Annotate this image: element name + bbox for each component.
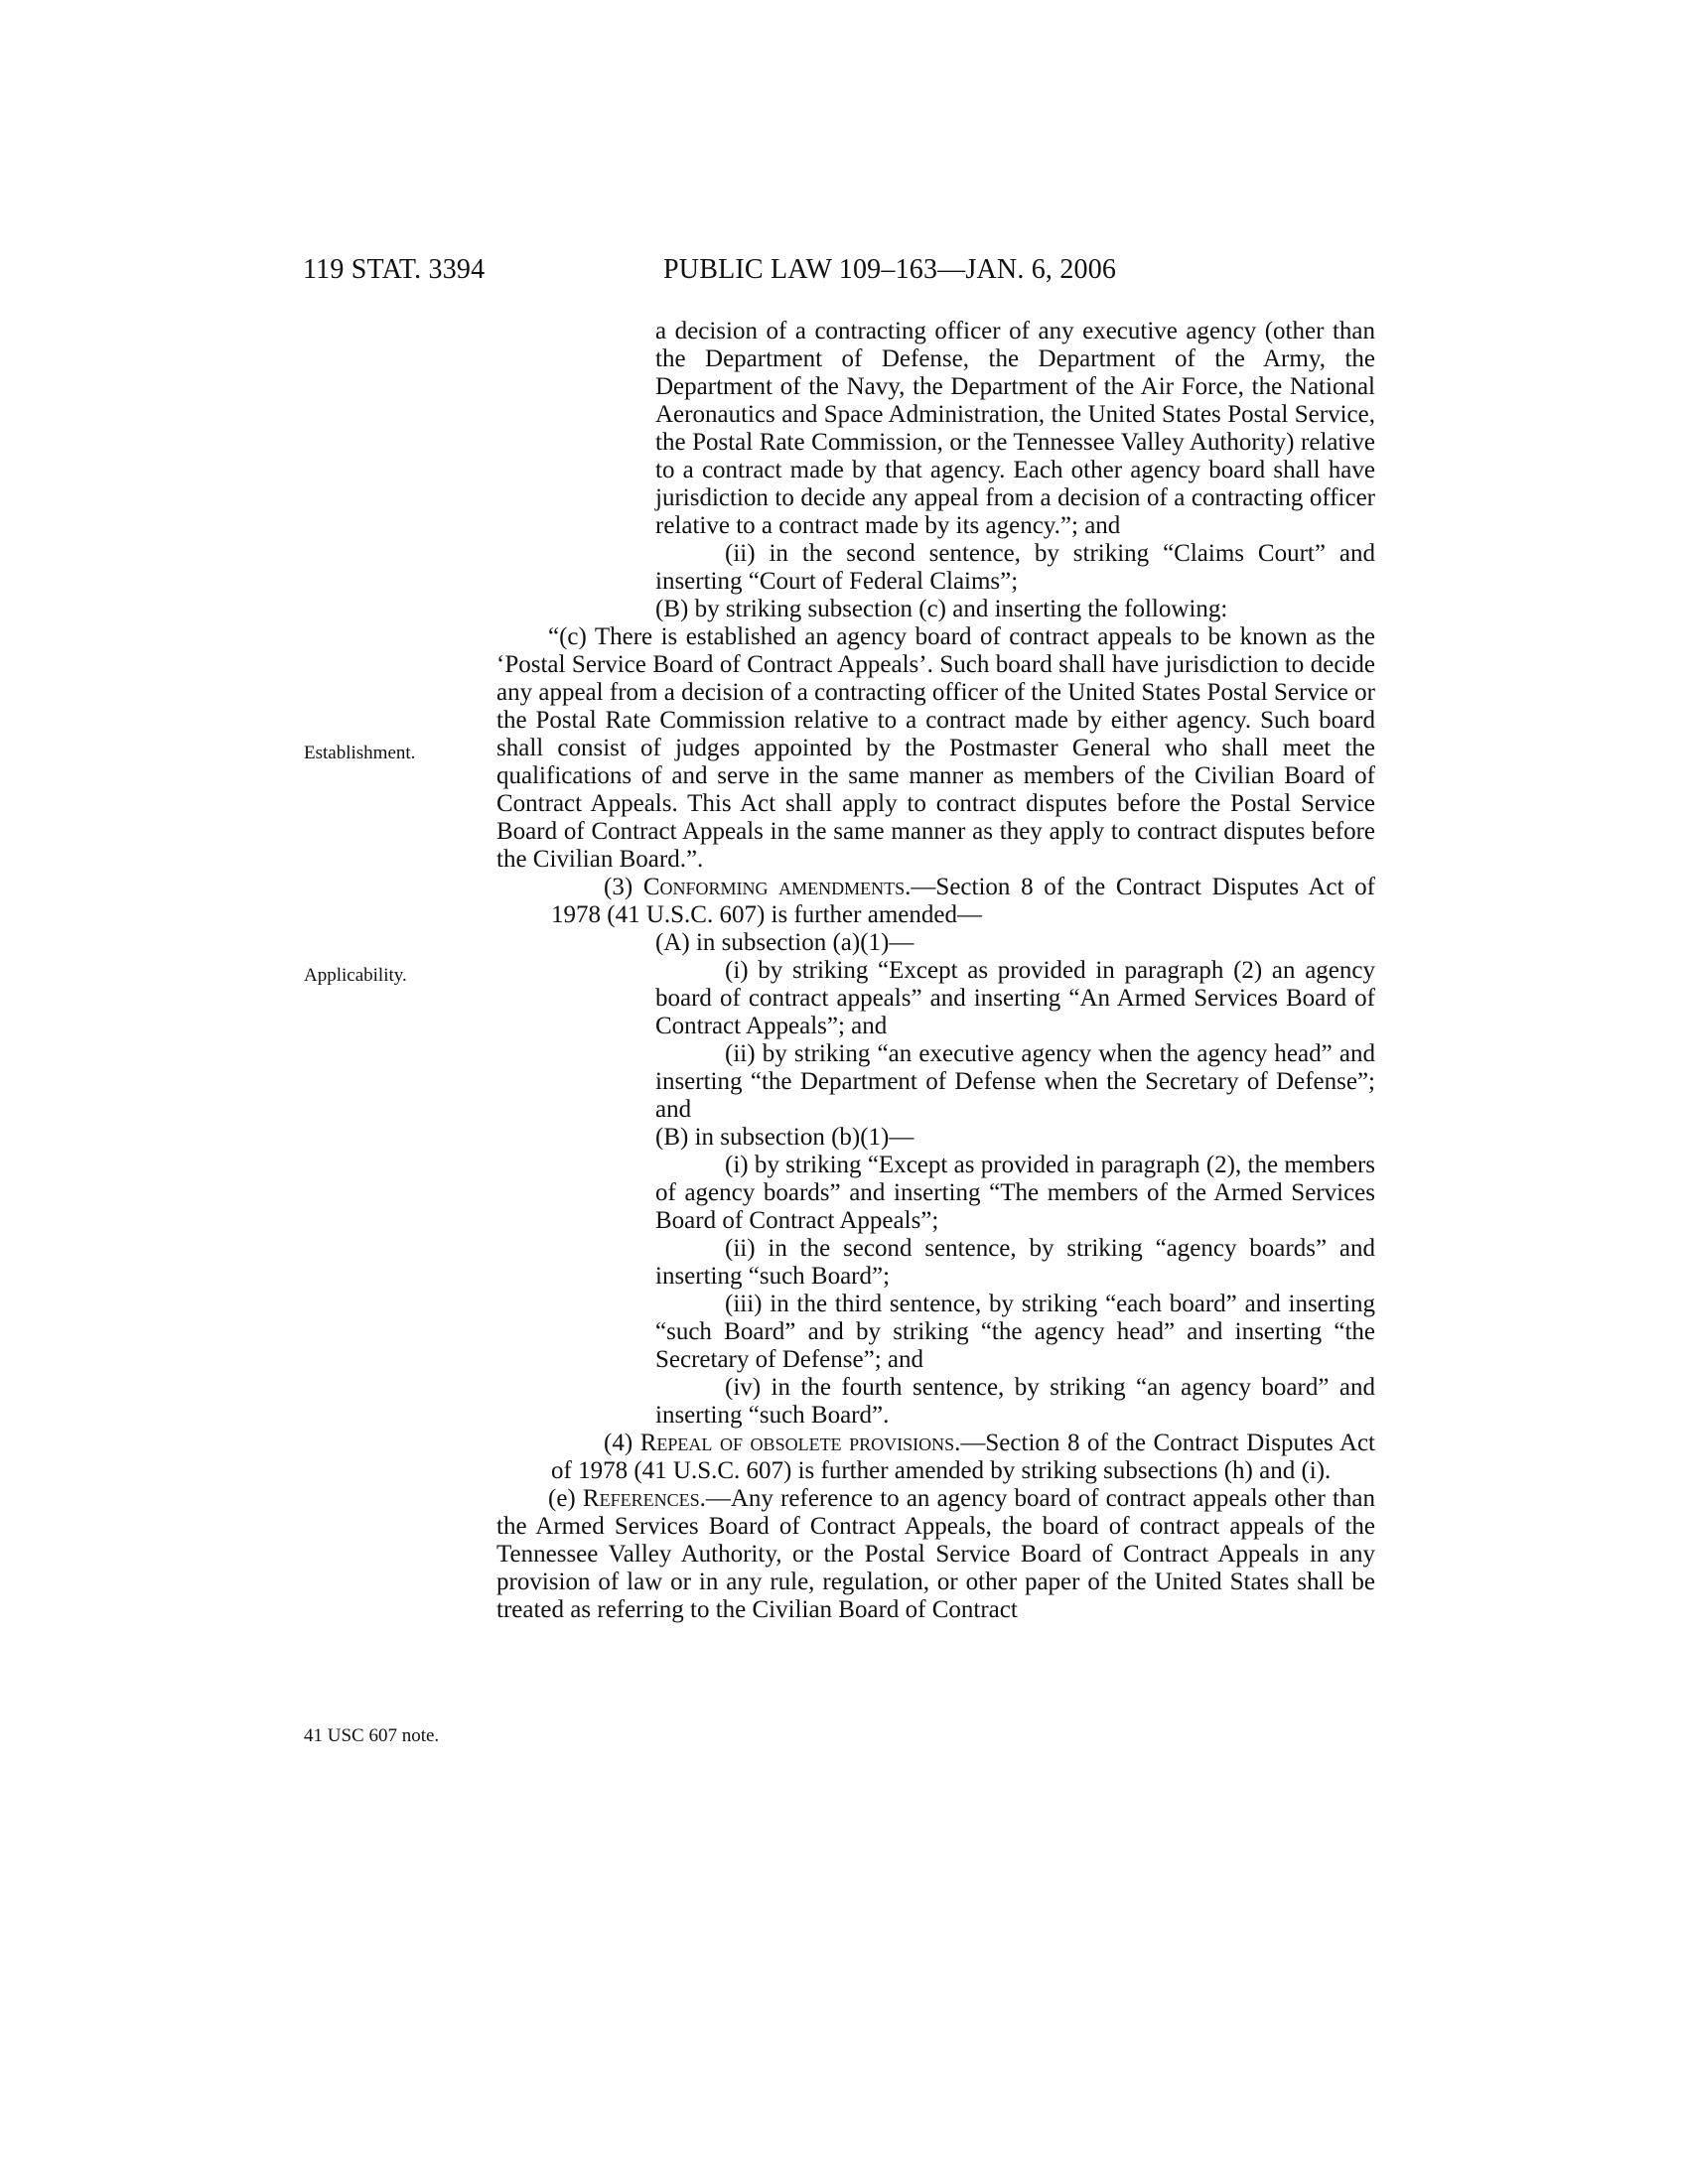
margin-note-establishment: Establishment. — [304, 743, 416, 763]
margin-note-usc: 41 USC 607 note. — [304, 1725, 440, 1746]
paragraph-3-conforming: (3) Conforming amendments.—Section 8 of the Contract Disputes Act of 1978 (41 U.S.C. 607) is further amended— — [551, 874, 1376, 928]
paragraph-4-repeal: (4) Repeal of obsolete provisions.—Section 8 of the Contract Disputes Act of 1978 (41 U.S.C. 607) is further amended by striking subsections (h) and (i). — [551, 1430, 1376, 1484]
paragraph-iii-third-sentence: (iii) in the third sentence, by striking “each board” and inserting “such Board” and by striking “the agency head” and inserting “the Secretary of Defense”; and — [655, 1291, 1375, 1373]
running-header: PUBLIC LAW 109–163—JAN. 6, 2006 — [663, 254, 1117, 285]
paragraph-A-subsection-a1: (A) in subsection (a)(1)— — [655, 929, 914, 956]
paragraph-e-references: (e) References.—Any reference to an agency board of contract appeals other than the Armed Services Board of Contract Appeals, the board of contract appeals of the Tennessee Valley Authority, or the Postal Service Board of Contract Appeals in any provision of law or in any rule, regulation, or other paper of the United States shall be treated as referring to the Civilian Board of Contract — [496, 1485, 1376, 1623]
paragraph-B-subsection-b1: (B) in subsection (b)(1)— — [655, 1124, 914, 1151]
heading-conforming-amendments: Conforming amendments — [642, 874, 906, 900]
paragraph-c-postal-board: “(c) There is established an agency board of contract appeals to be known as the ‘Postal Service Board of Contract Appeals’. Such board shall have jurisdiction to decide any appeal from a decision of a contracting officer of the United States Postal Service or the Postal Rate Commission relative to a contract made by either agency. Such board shall consist of judges appointed by the Postmaster General who shall meet the qualifications of and serve in the same manner as members of the Civilian Board of Contract Appeals. This Act shall apply to contract disputes before the Postal Service Board of Contract Appeals in the same manner as they apply to contract disputes before the Civilian Board.”. — [496, 623, 1375, 873]
page-stat-number: 119 STAT. 3394 — [303, 254, 486, 285]
margin-note-applicability: Applicability. — [304, 965, 407, 986]
paragraph-i-except: (i) by striking “Except as provided in paragraph (2) an agency board of contract appeals” and inserting “An Armed Services Board of Contract Appeals”; and — [655, 957, 1375, 1039]
paragraph-ii-executive-agency: (ii) by striking “an executive agency when the agency head” and inserting “the Department of Defense when the Secretary of Defense”; and — [655, 1040, 1375, 1123]
heading-references: References — [582, 1485, 700, 1512]
paragraph-B-strike-c: (B) by striking subsection (c) and inserting the following: — [655, 596, 1228, 622]
paragraph-ii-second-sentence: (ii) in the second sentence, by striking “agency boards” and inserting “such Board”; — [655, 1235, 1375, 1290]
heading-repeal: Repeal of obsolete provisions — [639, 1430, 955, 1456]
body-text — [496, 318, 1375, 1624]
paragraph-i-members: (i) by striking “Except as provided in paragraph (2), the members of agency boards” and inserting “The members of the Armed Services Board of Contract Appeals”; — [655, 1152, 1375, 1234]
paragraph-ii-claims-court: (ii) in the second sentence, by striking “Claims Court” and inserting “Court of Federal Claims”; — [655, 540, 1375, 595]
paragraph-continuation: a decision of a contracting officer of any executive agency (other than the Department of Defense, the Department of the Army, the Department of the Navy, the Department of the Air Force, the National Aeronautics and Space Administration, the United States Postal Service, the Postal Rate Commission, or the Tennessee Valley Authority) relative to a contract made by that agency. Each other agency board shall have jurisdiction to decide any appeal from a decision of a contracting officer relative to a contract made by its agency.”; and — [655, 318, 1375, 539]
paragraph-iv-fourth-sentence: (iv) in the fourth sentence, by striking “an agency board” and inserting “such Board”. — [655, 1374, 1375, 1429]
